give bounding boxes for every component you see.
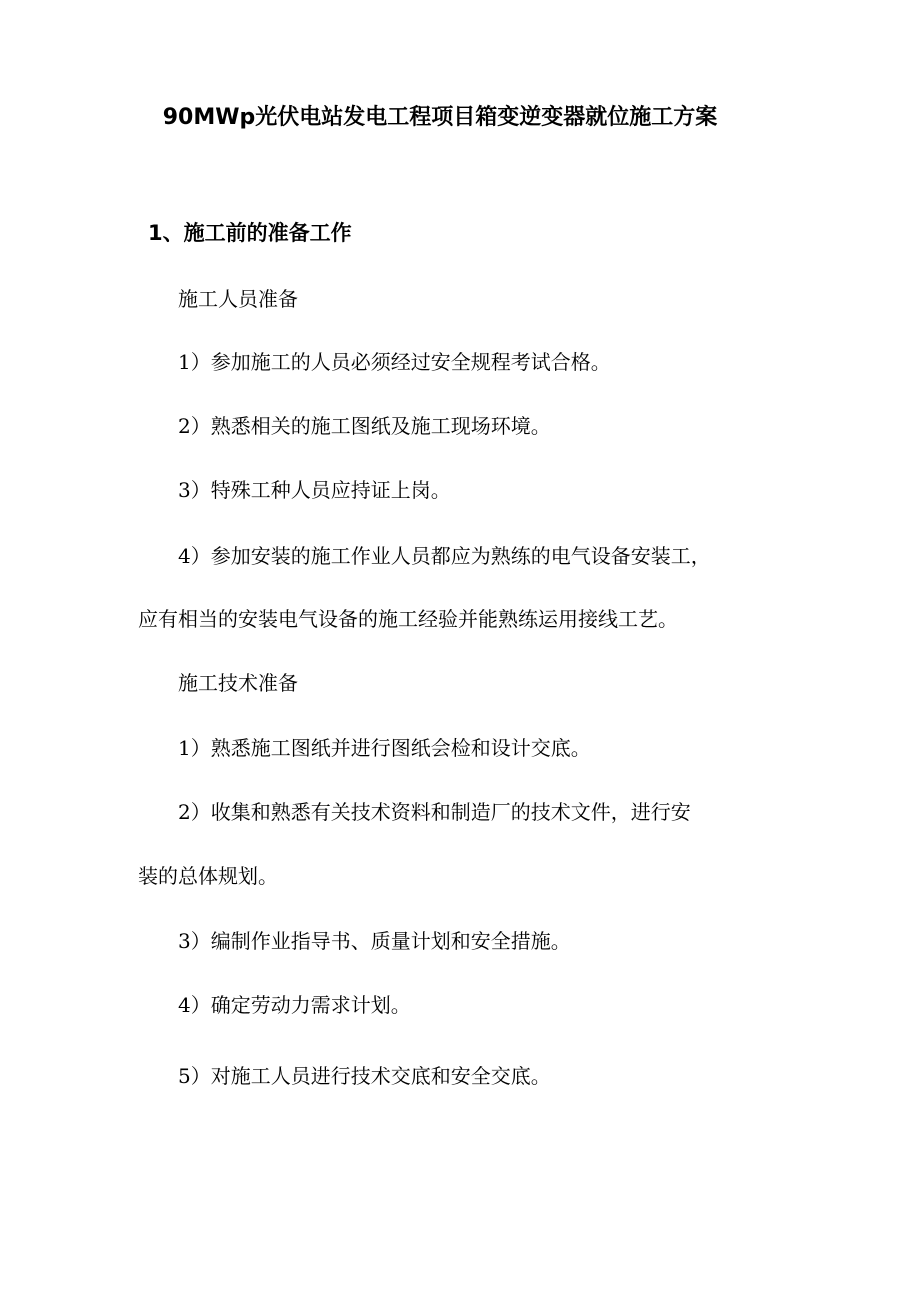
paragraph-line: 3）编制作业指导书、质量计划和安全措施。 <box>178 929 571 953</box>
document-title: 90MWp光伏电站发电工程项目箱变逆变器就位施工方案 <box>162 105 718 130</box>
paragraph-line: 2）收集和熟悉有关技术资料和制造厂的技术文件，进行安 <box>178 800 691 824</box>
paragraph-line: 1）熟悉施工图纸并进行图纸会检和设计交底。 <box>178 736 591 760</box>
paragraph-line: 2）熟悉相关的施工图纸及施工现场环境。 <box>178 414 551 438</box>
paragraph-line: 4）确定劳动力需求计划。 <box>178 993 411 1017</box>
personnel-subheading: 施工人员准备 <box>178 287 298 311</box>
paragraph-line: 5）对施工人员进行技术交底和安全交底。 <box>178 1064 551 1088</box>
paragraph-line: 应有相当的安装电气设备的施工经验并能熟练运用接线工艺。 <box>138 607 678 631</box>
paragraph-line: 3）特殊工种人员应持证上岗。 <box>178 478 451 502</box>
paragraph-line: 装的总体规划。 <box>138 864 278 888</box>
paragraph-line: 4）参加安装的施工作业人员都应为熟练的电气设备安装工， <box>178 544 711 568</box>
paragraph-line: 1）参加施工的人员必须经过安全规程考试合格。 <box>178 350 611 374</box>
section-heading: 1、施工前的准备工作 <box>148 221 352 245</box>
technical-subheading: 施工技术准备 <box>178 671 298 695</box>
